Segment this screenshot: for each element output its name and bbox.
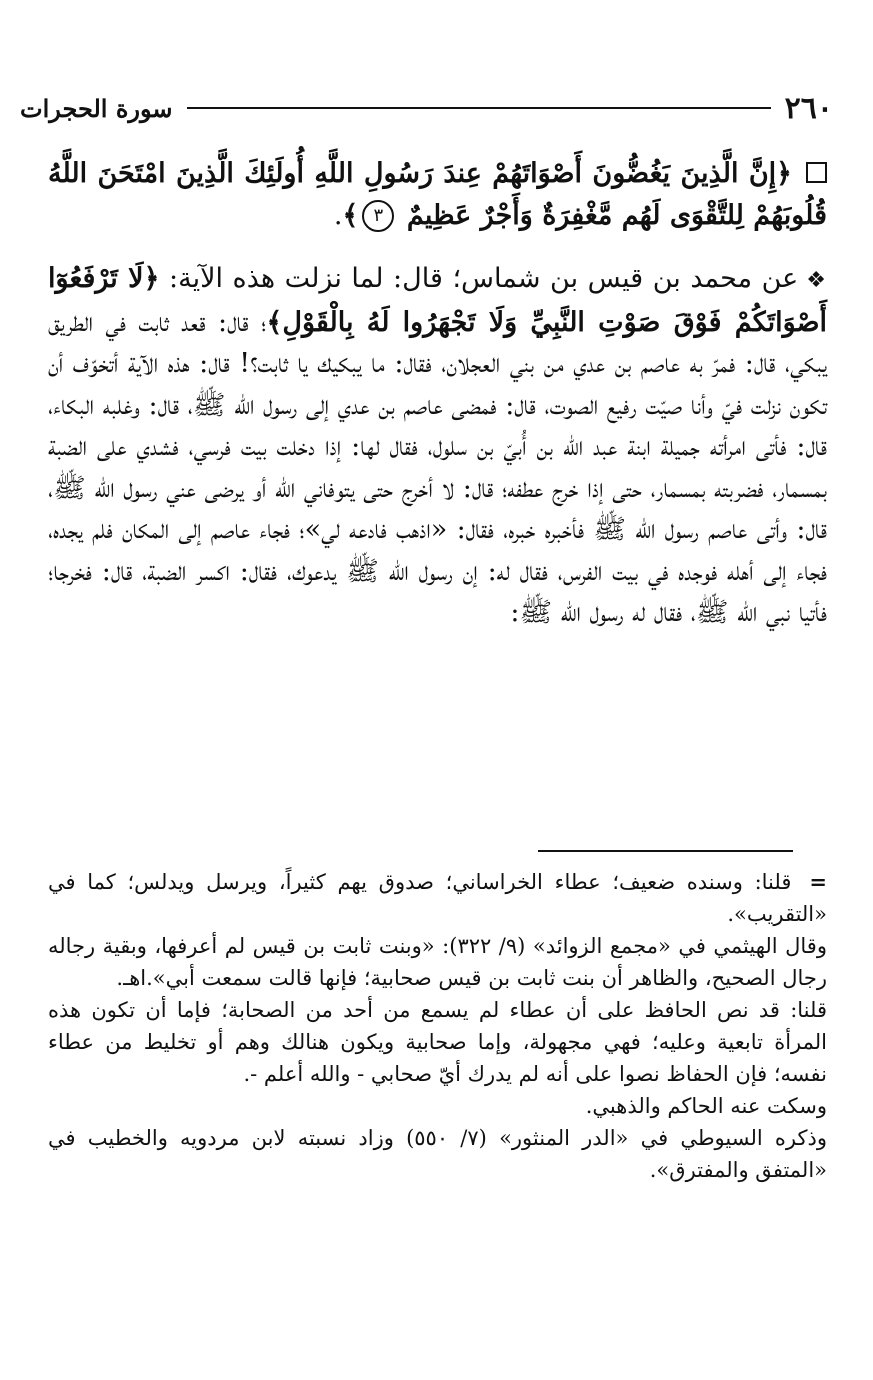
footnotes [48,866,827,1186]
footnote-separator [538,850,793,852]
quote-close-bracket: ﴾ [266,306,283,338]
square-bullet-icon [806,162,827,183]
verse-end: . [333,199,343,231]
header-rule [187,107,771,109]
footnote-paragraph [48,866,827,930]
narration-part-1: عن محمد بن قيس بن شماس؛ قال: لما نزلت هذه الآية: [159,263,799,294]
verse-number: ٣ [362,200,394,232]
page-header [20,88,833,128]
footnote-paragraph: قلنا: قد نص الحافظ على أن عطاء لم يسمع من أحد من الصحابة؛ فإما أن تكون هذه المرأة تابعية وعليه؛ فهي مجهولة، وإما صحابية ويكون هنالك وهم أو تخليط من عطاء نفسه؛ فإن الحفاظ نصوا على أنه لم يدرك أيّ صحابي - والله أعلم -. [48,998,827,1086]
quote-open-bracket: ﴿ [143,263,160,294]
footnote-paragraph: وقال الهيثمي في «مجمع الزوائد» (٩/ ٣٢٢): «وبنت ثابت بن قيس لم أعرفها، وبقية رجاله رجال الصحيح، والظاهر أن بنت ثابت بن قيس صحابية؛ فإنها قالت سمعت أبي».اهـ. [48,934,827,990]
main-text [48,153,827,634]
diamond-bullet-icon: ❖ [806,268,827,293]
verse-open-bracket: ﴿ [776,158,792,189]
surah-name: سورة الحجرات [20,93,173,123]
footnote-text: قلنا: وسنده ضعيف؛ عطاء الخراساني؛ صدوق يهم كثيراً، ويرسل ويدلس؛ كما في «التقريب». [48,870,827,926]
quran-verse [48,153,827,236]
verse-text: إِنَّ الَّذِينَ يَغُضُّونَ أَصْوَاتَهُمْ عِندَ رَسُولِ اللَّهِ أُولَئِكَ الَّذِينَ امْتَحَنَ اللَّهُ قُلُوبَهُمْ لِلتَّقْوَى لَهُم مَّغْفِرَةٌ وَأَجْرٌ عَظِيمٌ [48,158,827,231]
continuation-mark: = [809,869,827,894]
quoted-verse: لَا تَرْفَعُوٓا أَصْوَاتَكُمْ فَوْقَ صَوْتِ النَّبِيِّ وَلَا تَجْهَرُوا لَهُ بِالْقَوْلِ [48,263,827,338]
footnote-paragraph: وذكره السيوطي في «الدر المنثور» (٧/ ٥٥٠) وزاد نسبته لابن مردويه والخطيب في «المتفق والمفترق». [48,1126,827,1182]
narration-part-2: ؛ قال: قعد ثابت في الطريق يبكي، قال: فمرّ به عاصم بن عدي من بني العجلان، فقال: ما يبكيك يا ثابت؟! قال: هذه الآية أتخوّف أن تكون نزلت فيّ وأنا صيّت رفيع الصوت، قال: فمضى عاصم بن عدي إلى رسول الله ﷺ، قال: وغلبه البكاء، قال: فأتى امرأته جميلة ابنة عبد الله بن أُبيّ بن سلول، فقال لها: إذا دخلت بيت فرسي، فشدي على الضبة بمسمار، فضربته بمسمار، حتى إذا خرج عطفه؛ قال: لا أخرج حتى يتوفاني الله أو يرضى عني رسول الله ﷺ، قال: وأتى عاصم رسول الله ﷺ فأخبره خبره، فقال: «اذهب فادعه لي»؛ فجاء عاصم إلى المكان فلم يجده، فجاء إلى أهله فوجده في بيت الفرس، فقال له: إن رسول الله ﷺ يدعوك، فقال: اكسر الضبة، قال: فخرجا؛ فأتيا نبي الله ﷺ، فقال له رسول الله ﷺ: [48,306,827,628]
page-number: ٢٦٠ [784,90,833,126]
verse-close-bracket: ﴾ [342,199,359,231]
narration-paragraph [48,258,827,634]
footnote-paragraph: وسكت عنه الحاكم والذهبي. [585,1094,827,1118]
